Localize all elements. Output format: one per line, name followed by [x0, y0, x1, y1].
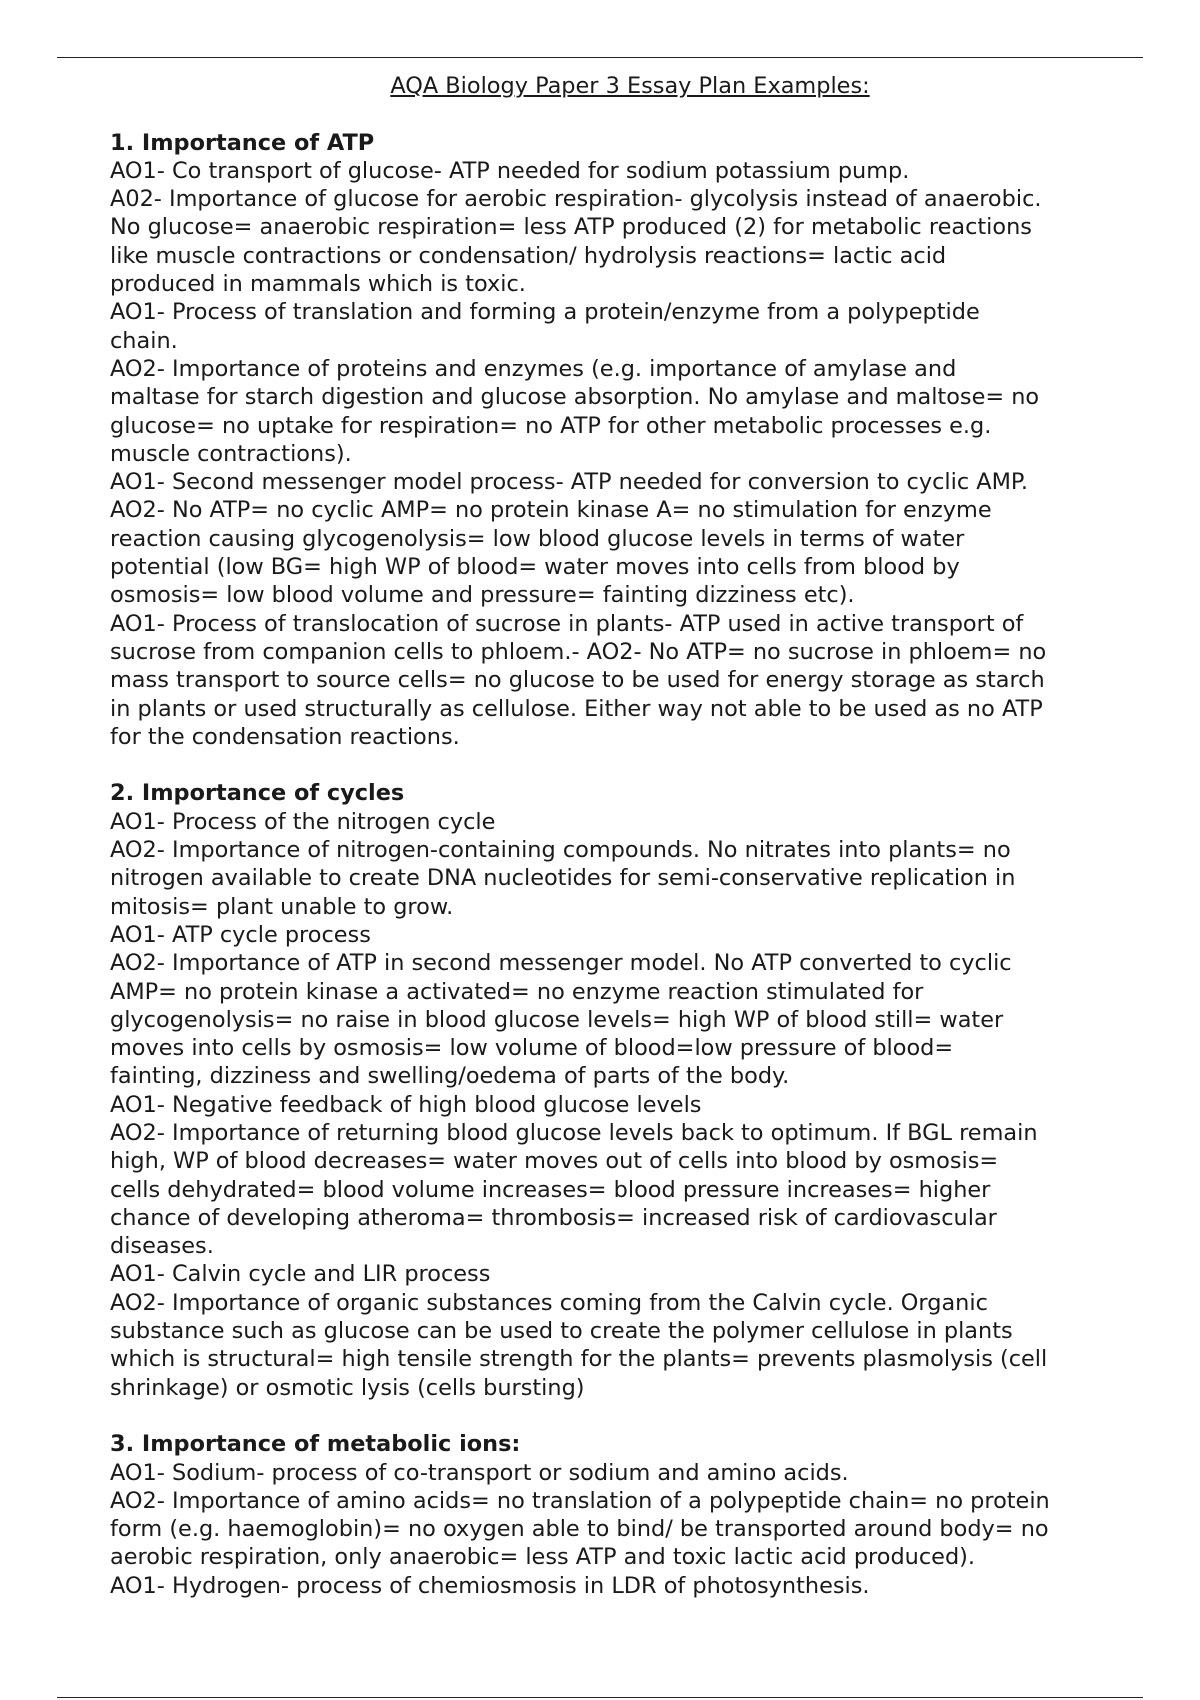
- text-line: AO1- Second messenger model process- ATP needed for conversion to cyclic AMP.: [110, 469, 1029, 496]
- section-text: [110, 808, 1150, 1402]
- text-line: AO1- Negative feedback of high blood glucose levels: [110, 1091, 702, 1118]
- text-line: mitosis= plant unable to grow.: [110, 893, 454, 920]
- section-heading: 2. Importance of cycles: [110, 780, 405, 807]
- section-importance-of-atp: [110, 129, 1150, 752]
- text-line: substance such as glucose can be used to create the polymer cellulose in plants: [110, 1318, 1013, 1345]
- text-line: AO2- No ATP= no cyclic AMP= no protein kinase A= no stimulation for enzyme: [110, 497, 992, 524]
- text-line: No glucose= anaerobic respiration= less ATP produced (2) for metabolic reactions: [110, 214, 1032, 241]
- top-rule: [57, 57, 1143, 58]
- text-line: which is structural= high tensile strength for the plants= prevents plasmolysis (cell: [110, 1346, 1048, 1373]
- text-line: AO2- Importance of organic substances coming from the Calvin cycle. Organic: [110, 1289, 988, 1316]
- text-line: high, WP of blood decreases= water moves out of cells into blood by osmosis=: [110, 1148, 999, 1175]
- bottom-rule: [57, 1697, 1143, 1698]
- text-line: muscle contractions).: [110, 440, 352, 467]
- text-line: AO2- Importance of ATP in second messenger model. No ATP converted to cyclic: [110, 950, 1012, 977]
- text-line: chance of developing atheroma= thrombosis= increased risk of cardiovascular: [110, 1204, 997, 1231]
- text-line: reaction causing glycogenolysis= low blood glucose levels in terms of water: [110, 525, 965, 552]
- document-body: [110, 72, 1150, 1628]
- text-line: sucrose from companion cells to phloem.- AO2- No ATP= no sucrose in phloem= no: [110, 638, 1047, 665]
- text-line: AO2- Importance of returning blood glucose levels back to optimum. If BGL remain: [110, 1119, 1038, 1146]
- text-line: for the condensation reactions.: [110, 723, 460, 750]
- text-line: AO1- Hydrogen- process of chemiosmosis in LDR of photosynthesis.: [110, 1572, 870, 1599]
- text-line: AO2- Importance of amino acids= no translation of a polypeptide chain= no protein: [110, 1487, 1050, 1514]
- text-line: potential (low BG= high WP of blood= water moves into cells from blood by: [110, 554, 960, 581]
- text-line: nitrogen available to create DNA nucleotides for semi-conservative replication in: [110, 865, 1016, 892]
- text-line: form (e.g. haemoglobin)= no oxygen able to bind/ be transported around body= no: [110, 1516, 1049, 1543]
- text-line: cells dehydrated= blood volume increases= blood pressure increases= higher: [110, 1176, 991, 1203]
- text-line: AO1- Calvin cycle and LIR process: [110, 1261, 491, 1288]
- text-line: mass transport to source cells= no glucose to be used for energy storage as starch: [110, 667, 1045, 694]
- text-line: diseases.: [110, 1233, 214, 1260]
- text-line: produced in mammals which is toxic.: [110, 271, 526, 298]
- text-line: in plants or used structurally as cellulose. Either way not able to be used as no ATP: [110, 695, 1043, 722]
- section-text: [110, 157, 1150, 751]
- text-line: glucose= no uptake for respiration= no ATP for other metabolic processes e.g.: [110, 412, 992, 439]
- text-line: fainting, dizziness and swelling/oedema of parts of the body.: [110, 1063, 790, 1090]
- text-line: AO1- Process of translocation of sucrose in plants- ATP used in active transport of: [110, 610, 1024, 637]
- text-line: glycogenolysis= no raise in blood glucose levels= high WP of blood still= water: [110, 1006, 1004, 1033]
- text-line: AMP= no protein kinase a activated= no enzyme reaction stimulated for: [110, 978, 924, 1005]
- text-line: chain.: [110, 327, 178, 354]
- text-line: shrinkage) or osmotic lysis (cells bursting): [110, 1374, 585, 1401]
- text-line: AO1- Sodium- process of co-transport or sodium and amino acids.: [110, 1459, 849, 1486]
- document-title: AQA Biology Paper 3 Essay Plan Examples:: [390, 73, 870, 99]
- text-line: AO2- Importance of proteins and enzymes (e.g. importance of amylase and: [110, 355, 957, 382]
- text-line: moves into cells by osmosis= low volume of blood=low pressure of blood=: [110, 1035, 954, 1062]
- text-line: like muscle contractions or condensation/ hydrolysis reactions= lactic acid: [110, 242, 947, 269]
- text-line: osmosis= low blood volume and pressure= fainting dizziness etc).: [110, 582, 855, 609]
- section-text: [110, 1459, 1150, 1600]
- text-line: aerobic respiration, only anaerobic= less ATP and toxic lactic acid produced).: [110, 1544, 976, 1571]
- text-line: AO1- ATP cycle process: [110, 921, 371, 948]
- section-importance-of-metabolic-ions: [110, 1430, 1150, 1600]
- section-heading: 3. Importance of metabolic ions:: [110, 1431, 521, 1458]
- text-line: AO1- Process of the nitrogen cycle: [110, 808, 496, 835]
- text-line: maltase for starch digestion and glucose absorption. No amylase and maltose= no: [110, 384, 1040, 411]
- text-line: AO2- Importance of nitrogen-containing compounds. No nitrates into plants= no: [110, 837, 1011, 864]
- text-line: AO1- Co transport of glucose- ATP needed for sodium potassium pump.: [110, 157, 910, 184]
- text-line: AO1- Process of translation and forming a protein/enzyme from a polypeptide: [110, 299, 980, 326]
- section-importance-of-cycles: [110, 779, 1150, 1402]
- text-line: A02- Importance of glucose for aerobic respiration- glycolysis instead of anaerobic.: [110, 186, 1042, 213]
- section-heading: 1. Importance of ATP: [110, 129, 375, 156]
